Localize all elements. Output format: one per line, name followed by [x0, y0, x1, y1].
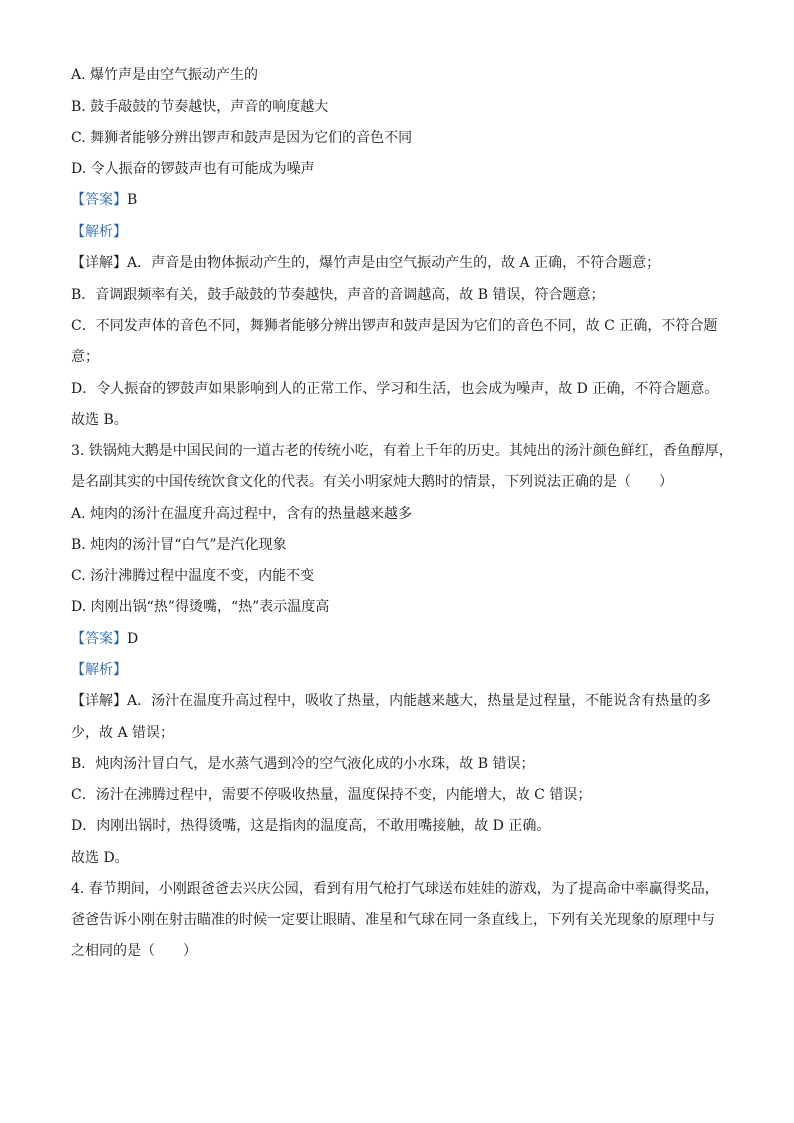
q3-answer — [71, 629, 731, 649]
q3-stem-line-1: 3. 铁锅炖大鹅是中国民间的一道古老的传统小吃，有着上千年的历史。其炖出的汤汁颜色鲜红，香鱼醇厚， — [71, 443, 733, 459]
q3-analysis-tag — [71, 660, 731, 680]
detail-tag: 【详解】 — [71, 693, 127, 709]
q3-option-d: D. 肉刚出锅“热”得烫嘴，“热”表示温度高 — [71, 599, 330, 615]
analysis-tag: 【解析】 — [71, 662, 127, 678]
analysis-tag: 【解析】 — [71, 224, 127, 240]
q2-detail-line-2: B．音调跟频率有关，鼓手敲鼓的节奏越快，声音的音调越高，故 B 错误，符合题意； — [71, 287, 605, 303]
q2-option-c: C. 舞狮者能够分辨出锣声和鼓声是因为它们的音色不同 — [71, 130, 413, 146]
q3-detail-line-3: B．炖肉汤汁冒白气，是水蒸气遇到冷的空气液化成的小水珠，故 B 错误； — [71, 756, 535, 772]
q4-stem-line-1: 4. 春节期间，小刚跟爸爸去兴庆公园，看到有用气枪打气球送布娃娃的游戏，为了提高命中率赢得奖品， — [71, 881, 719, 897]
detail-text: A．声音是由物体振动产生的，爆竹声是由空气振动产生的，故 A 正确，不符合题意； — [127, 255, 661, 271]
q2-detail-line-4: 意； — [71, 349, 99, 365]
answer-tag: 【答案】 — [71, 192, 127, 208]
q2-option-d: D. 令人振奋的锣鼓声也有可能成为噪声 — [71, 161, 315, 177]
q2-detail-line-1 — [71, 253, 731, 273]
q3-detail-line-2: 少，故 A 错误； — [71, 725, 175, 741]
answer-tag: 【答案】 — [71, 631, 127, 647]
q2-conclusion: 故选 B。 — [71, 412, 128, 428]
q2-option-b: B. 鼓手敲鼓的节奏越快，声音的响度越大 — [71, 99, 329, 115]
answer-value: D — [127, 631, 139, 647]
q3-detail-line-5: D．肉刚出锅时，热得烫嘴，这是指肉的温度高，不敢用嘴接触，故 D 正确。 — [71, 818, 551, 834]
detail-text: A．汤汁在温度升高过程中，吸收了热量，内能越来越大，热量是过程量，不能说含有热量的多 — [127, 693, 712, 709]
q3-conclusion: 故选 D。 — [71, 850, 129, 866]
q3-option-c: C. 汤汁沸腾过程中温度不变，内能不变 — [71, 568, 315, 584]
detail-tag: 【详解】 — [71, 255, 127, 271]
q3-detail-line-4: C．汤汁在沸腾过程中，需要不停吸收热量，温度保持不变，内能增大，故 C 错误； — [71, 787, 592, 803]
q3-stem-line-2: 是名副其实的中国传统饮食文化的代表。有关小明家炖大鹅时的情景，下列说法正确的是（ ） — [71, 474, 673, 490]
q2-analysis-tag — [71, 222, 731, 242]
q3-option-b: B. 炖肉的汤汁冒“白气”是汽化现象 — [71, 537, 287, 553]
q4-stem-line-3: 之相同的是（ ） — [71, 943, 197, 959]
q3-option-a: A. 炖肉的汤汁在温度升高过程中，含有的热量越来越多 — [71, 506, 413, 522]
answer-value: B — [127, 192, 138, 208]
q2-detail-line-5: D．令人振奋的锣鼓声如果影响到人的正常工作、学习和生活，也会成为噪声，故 D 正确，不符合题意。 — [71, 381, 719, 397]
q3-detail-line-1 — [71, 691, 731, 711]
q2-detail-line-3: C．不同发声体的音色不同，舞狮者能够分辨出锣声和鼓声是因为它们的音色不同，故 C 正确，不符合题 — [71, 318, 718, 334]
q4-stem-line-2: 爸爸告诉小刚在射击瞄准的时候一定要让眼睛、准星和气球在同一条直线上，下列有关光现象的原理中与 — [71, 912, 715, 928]
q2-answer — [71, 190, 731, 210]
q2-option-a: A. 爆竹声是由空气振动产生的 — [71, 67, 259, 83]
